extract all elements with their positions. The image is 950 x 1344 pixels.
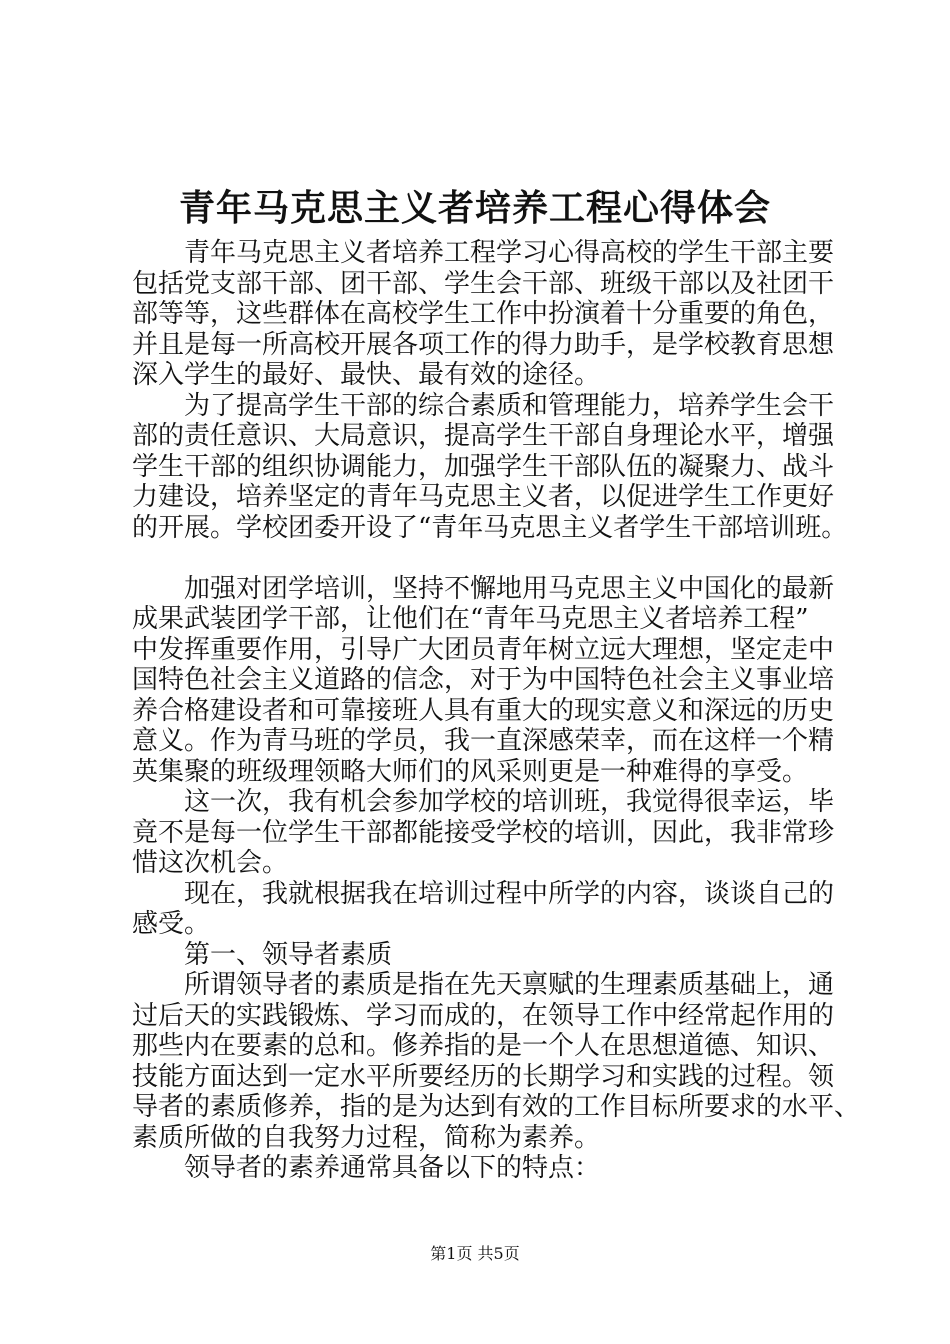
text-line: 素质所做的自我努力过程，简称为素养。 [132,1122,601,1153]
text-line: 深入学生的最好、最快、最有效的途径。 [132,360,601,390]
document-body [132,238,861,1184]
text-line: 所谓领导者的素质是指在先天禀赋的生理素质基础上，通 [184,970,835,1000]
text-line: 现在，我就根据我在培训过程中所学的内容，谈谈自己的 [184,878,835,909]
text-line: 部的责任意识、大局意识，提高学生干部自身理论水平，增强 [132,421,835,451]
text-line: 成果武装团学干部，让他们在“青年马克思主义者培养工程” [132,604,809,634]
text-line: 第一、领导者素质 [184,939,393,970]
text-line: 这一次，我有机会参加学校的培训班，我觉得很幸运，毕 [184,787,835,817]
text-line: 国特色社会主义道路的信念，对于为中国特色社会主义事业培 [132,665,835,695]
text-line: 养合格建设者和可靠接班人具有重大的现实意义和深远的历史 [132,695,835,726]
document-title: 青年马克思主义者培养工程心得体会 [178,187,771,229]
text-line: 中发挥重要作用，引导广大团员青年树立远大理想，坚定走中 [132,634,835,665]
text-line: 英集聚的班级理领略大师们的风采则更是一种难得的享受。 [132,756,809,787]
text-line: 为了提高学生干部的综合素质和管理能力，培养学生会干 [184,390,835,421]
text-line: 部等等，这些群体在高校学生工作中扮演着十分重要的角色， [132,299,835,329]
text-line: 惜这次机会。 [132,848,289,878]
blank-line [132,543,852,574]
text-line: 那些内在要素的总和。修养指的是一个人在思想道德、知识、 [132,1031,835,1061]
text-line: 过后天的实践锻炼、学习而成的，在领导工作中经常起作用的 [132,1000,835,1031]
text-line: 感受。 [132,909,211,939]
page-footer: 第1页 共5页 [430,1244,520,1263]
text-line: 加强对团学培训，坚持不懈地用马克思主义中国化的最新 [184,573,835,604]
text-line: 领导者的素养通常具备以下的特点： [184,1153,601,1183]
text-line: 学生干部的组织协调能力，加强学生干部队伍的凝聚力、战斗 [132,451,835,482]
text-line: 技能方面达到一定水平所要经历的长期学习和实践的过程。领 [132,1061,835,1092]
text-line: 包括党支部干部、团干部、学生会干部、班级干部以及社团干 [132,268,835,299]
text-line: 并且是每一所高校开展各项工作的得力助手，是学校教育思想 [132,329,835,360]
text-line: 的开展。学校团委开设了“青年马克思主义者学生干部培训班。 [132,512,848,543]
text-line: 意义。作为青马班的学员，我一直深感荣幸，而在这样一个精 [132,726,835,756]
text-line: 导者的素质修养，指的是为达到有效的工作目标所要求的水平、 [132,1092,861,1122]
text-line: 力建设，培养坚定的青年马克思主义者，以促进学生工作更好 [132,482,835,512]
text-line: 青年马克思主义者培养工程学习心得高校的学生干部主要 [184,238,835,268]
text-line: 竟不是每一位学生干部都能接受学校的培训，因此，我非常珍 [132,817,835,848]
